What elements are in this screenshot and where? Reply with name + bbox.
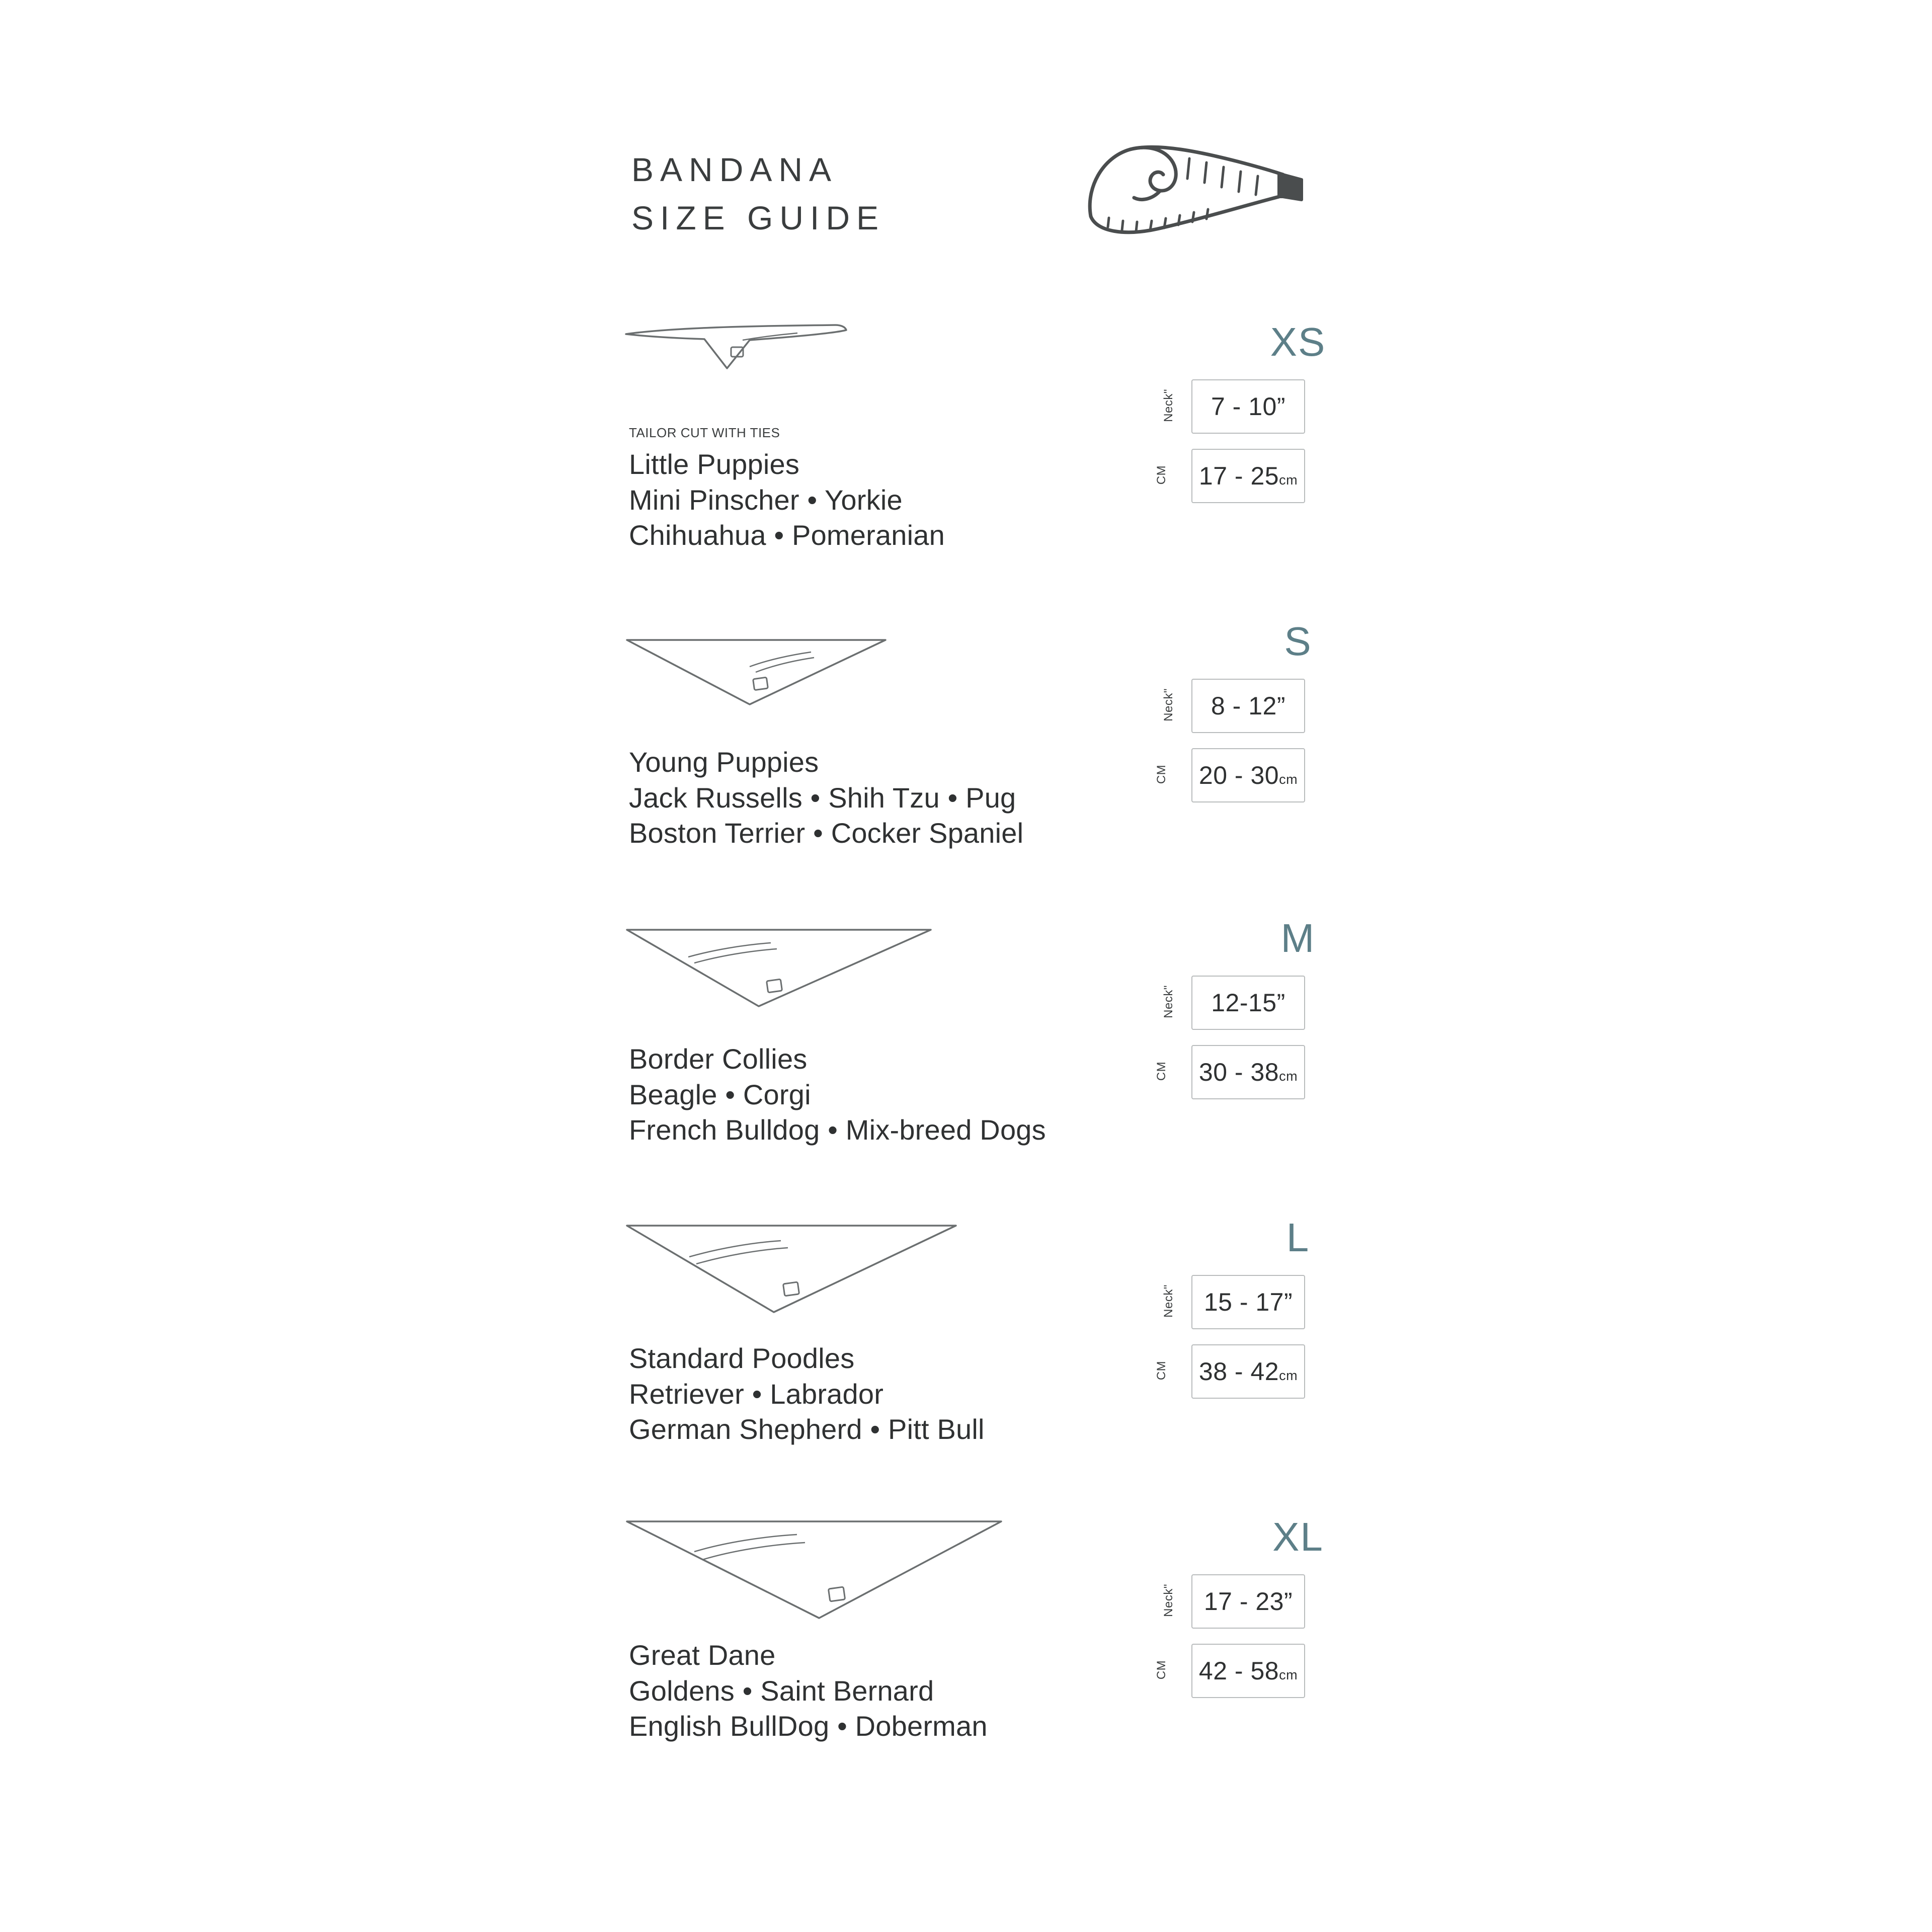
breed-list-m xyxy=(629,1041,1046,1148)
breed-line: Little Puppies xyxy=(629,448,800,480)
cm-unit-label: CM xyxy=(1155,1660,1169,1680)
neck-cm-xs xyxy=(1152,449,1464,501)
breed-line: Great Dane xyxy=(629,1639,776,1671)
neck-unit-label: Neck" xyxy=(1161,1284,1175,1318)
neck-inches-s xyxy=(1152,679,1464,731)
neck-inches-xl xyxy=(1152,1574,1464,1627)
breed-block-l xyxy=(629,1341,985,1447)
breed-line: Boston Terrier • Cocker Spaniel xyxy=(629,817,1024,849)
breed-line: Standard Poodles xyxy=(629,1342,855,1374)
neck-cm-m xyxy=(1152,1045,1464,1097)
neck-cm-xl xyxy=(1152,1644,1464,1696)
breed-block-xs xyxy=(629,425,945,553)
neck-cm-box xyxy=(1191,1644,1305,1698)
breed-line: Jack Russells • Shih Tzu • Pug xyxy=(629,781,1016,814)
breed-line: Border Collies xyxy=(629,1043,808,1075)
breed-line: French Bulldog • Mix-breed Dogs xyxy=(629,1114,1046,1146)
cm-unit-label: CM xyxy=(1155,1061,1169,1081)
breed-list-l xyxy=(629,1341,985,1447)
size-label-l: L xyxy=(1286,1215,1310,1260)
size-label-s: S xyxy=(1284,619,1312,664)
breed-list-xl xyxy=(629,1638,988,1744)
neck-inches-box xyxy=(1191,1275,1305,1329)
size-label-xl: XL xyxy=(1272,1514,1324,1559)
neck-inches-l xyxy=(1152,1275,1464,1327)
page-title-line-1: BANDANA xyxy=(631,151,838,188)
size-spec-xl xyxy=(1152,1514,1464,1696)
breed-line: Chihuahua • Pomeranian xyxy=(629,519,945,551)
bandana-illustration-l xyxy=(624,1218,976,1333)
neck-inches-value: 8 - 12” xyxy=(1211,692,1285,720)
breed-line: Young Puppies xyxy=(629,746,819,778)
size-label-m: M xyxy=(1280,916,1316,960)
size-spec-s xyxy=(1152,621,1464,800)
neck-cm-value: 17 - 25cm xyxy=(1198,462,1298,490)
breed-block-xl xyxy=(629,1638,988,1744)
neck-cm-value: 20 - 30cm xyxy=(1198,761,1298,789)
neck-inches-box xyxy=(1191,379,1305,434)
neck-unit-label: Neck" xyxy=(1161,1584,1175,1617)
neck-unit-label: Neck" xyxy=(1161,688,1175,721)
neck-cm-value: 42 - 58cm xyxy=(1198,1657,1298,1685)
tagline-xs: TAILOR CUT WITH TIES xyxy=(629,425,780,440)
size-spec-xs xyxy=(1152,319,1464,501)
neck-cm-l xyxy=(1152,1344,1464,1397)
breed-block-s xyxy=(629,745,1023,851)
breed-line: German Shepherd • Pitt Bull xyxy=(629,1413,985,1445)
size-label-xs: XS xyxy=(1270,319,1326,364)
breed-line: Goldens • Saint Bernard xyxy=(629,1674,934,1707)
measuring-tape-icon xyxy=(1082,128,1318,244)
page-title-line-2: SIZE GUIDE xyxy=(631,199,886,236)
neck-cm-box xyxy=(1191,449,1305,503)
neck-inches-m xyxy=(1152,976,1464,1028)
bandana-illustration-xs xyxy=(624,322,860,392)
neck-cm-value: 38 - 42cm xyxy=(1198,1357,1298,1386)
neck-inches-value: 17 - 23” xyxy=(1203,1587,1293,1616)
neck-inches-box xyxy=(1191,1574,1305,1629)
size-spec-l xyxy=(1152,1215,1464,1397)
breed-list-xs xyxy=(629,447,945,553)
neck-cm-box xyxy=(1191,1045,1305,1099)
bandana-illustration-xl xyxy=(624,1514,1021,1640)
breed-line: Mini Pinscher • Yorkie xyxy=(629,484,903,516)
cm-unit-label: CM xyxy=(1155,764,1169,784)
breed-line: Retriever • Labrador xyxy=(629,1378,884,1410)
neck-cm-box xyxy=(1191,748,1305,802)
neck-inches-xs xyxy=(1152,379,1464,432)
cm-unit-label: CM xyxy=(1155,1360,1169,1381)
breed-line: English BullDog • Doberman xyxy=(629,1710,988,1742)
neck-cm-value: 30 - 38cm xyxy=(1198,1058,1298,1086)
neck-unit-label: Neck" xyxy=(1161,389,1175,422)
breed-block-m xyxy=(629,1041,1046,1148)
bandana-illustration-s xyxy=(624,629,906,725)
neck-cm-box xyxy=(1191,1344,1305,1399)
neck-cm-s xyxy=(1152,748,1464,800)
neck-inches-value: 7 - 10” xyxy=(1211,392,1285,421)
neck-inches-value: 12-15” xyxy=(1211,989,1285,1017)
cm-unit-label: CM xyxy=(1155,465,1169,485)
neck-inches-value: 15 - 17” xyxy=(1203,1288,1293,1316)
size-spec-m xyxy=(1152,918,1464,1097)
bandana-illustration-m xyxy=(624,921,951,1026)
neck-inches-box xyxy=(1191,679,1305,733)
breed-line: Beagle • Corgi xyxy=(629,1078,811,1110)
neck-inches-box xyxy=(1191,976,1305,1030)
neck-unit-label: Neck" xyxy=(1161,985,1175,1018)
breed-list-s xyxy=(629,745,1023,851)
